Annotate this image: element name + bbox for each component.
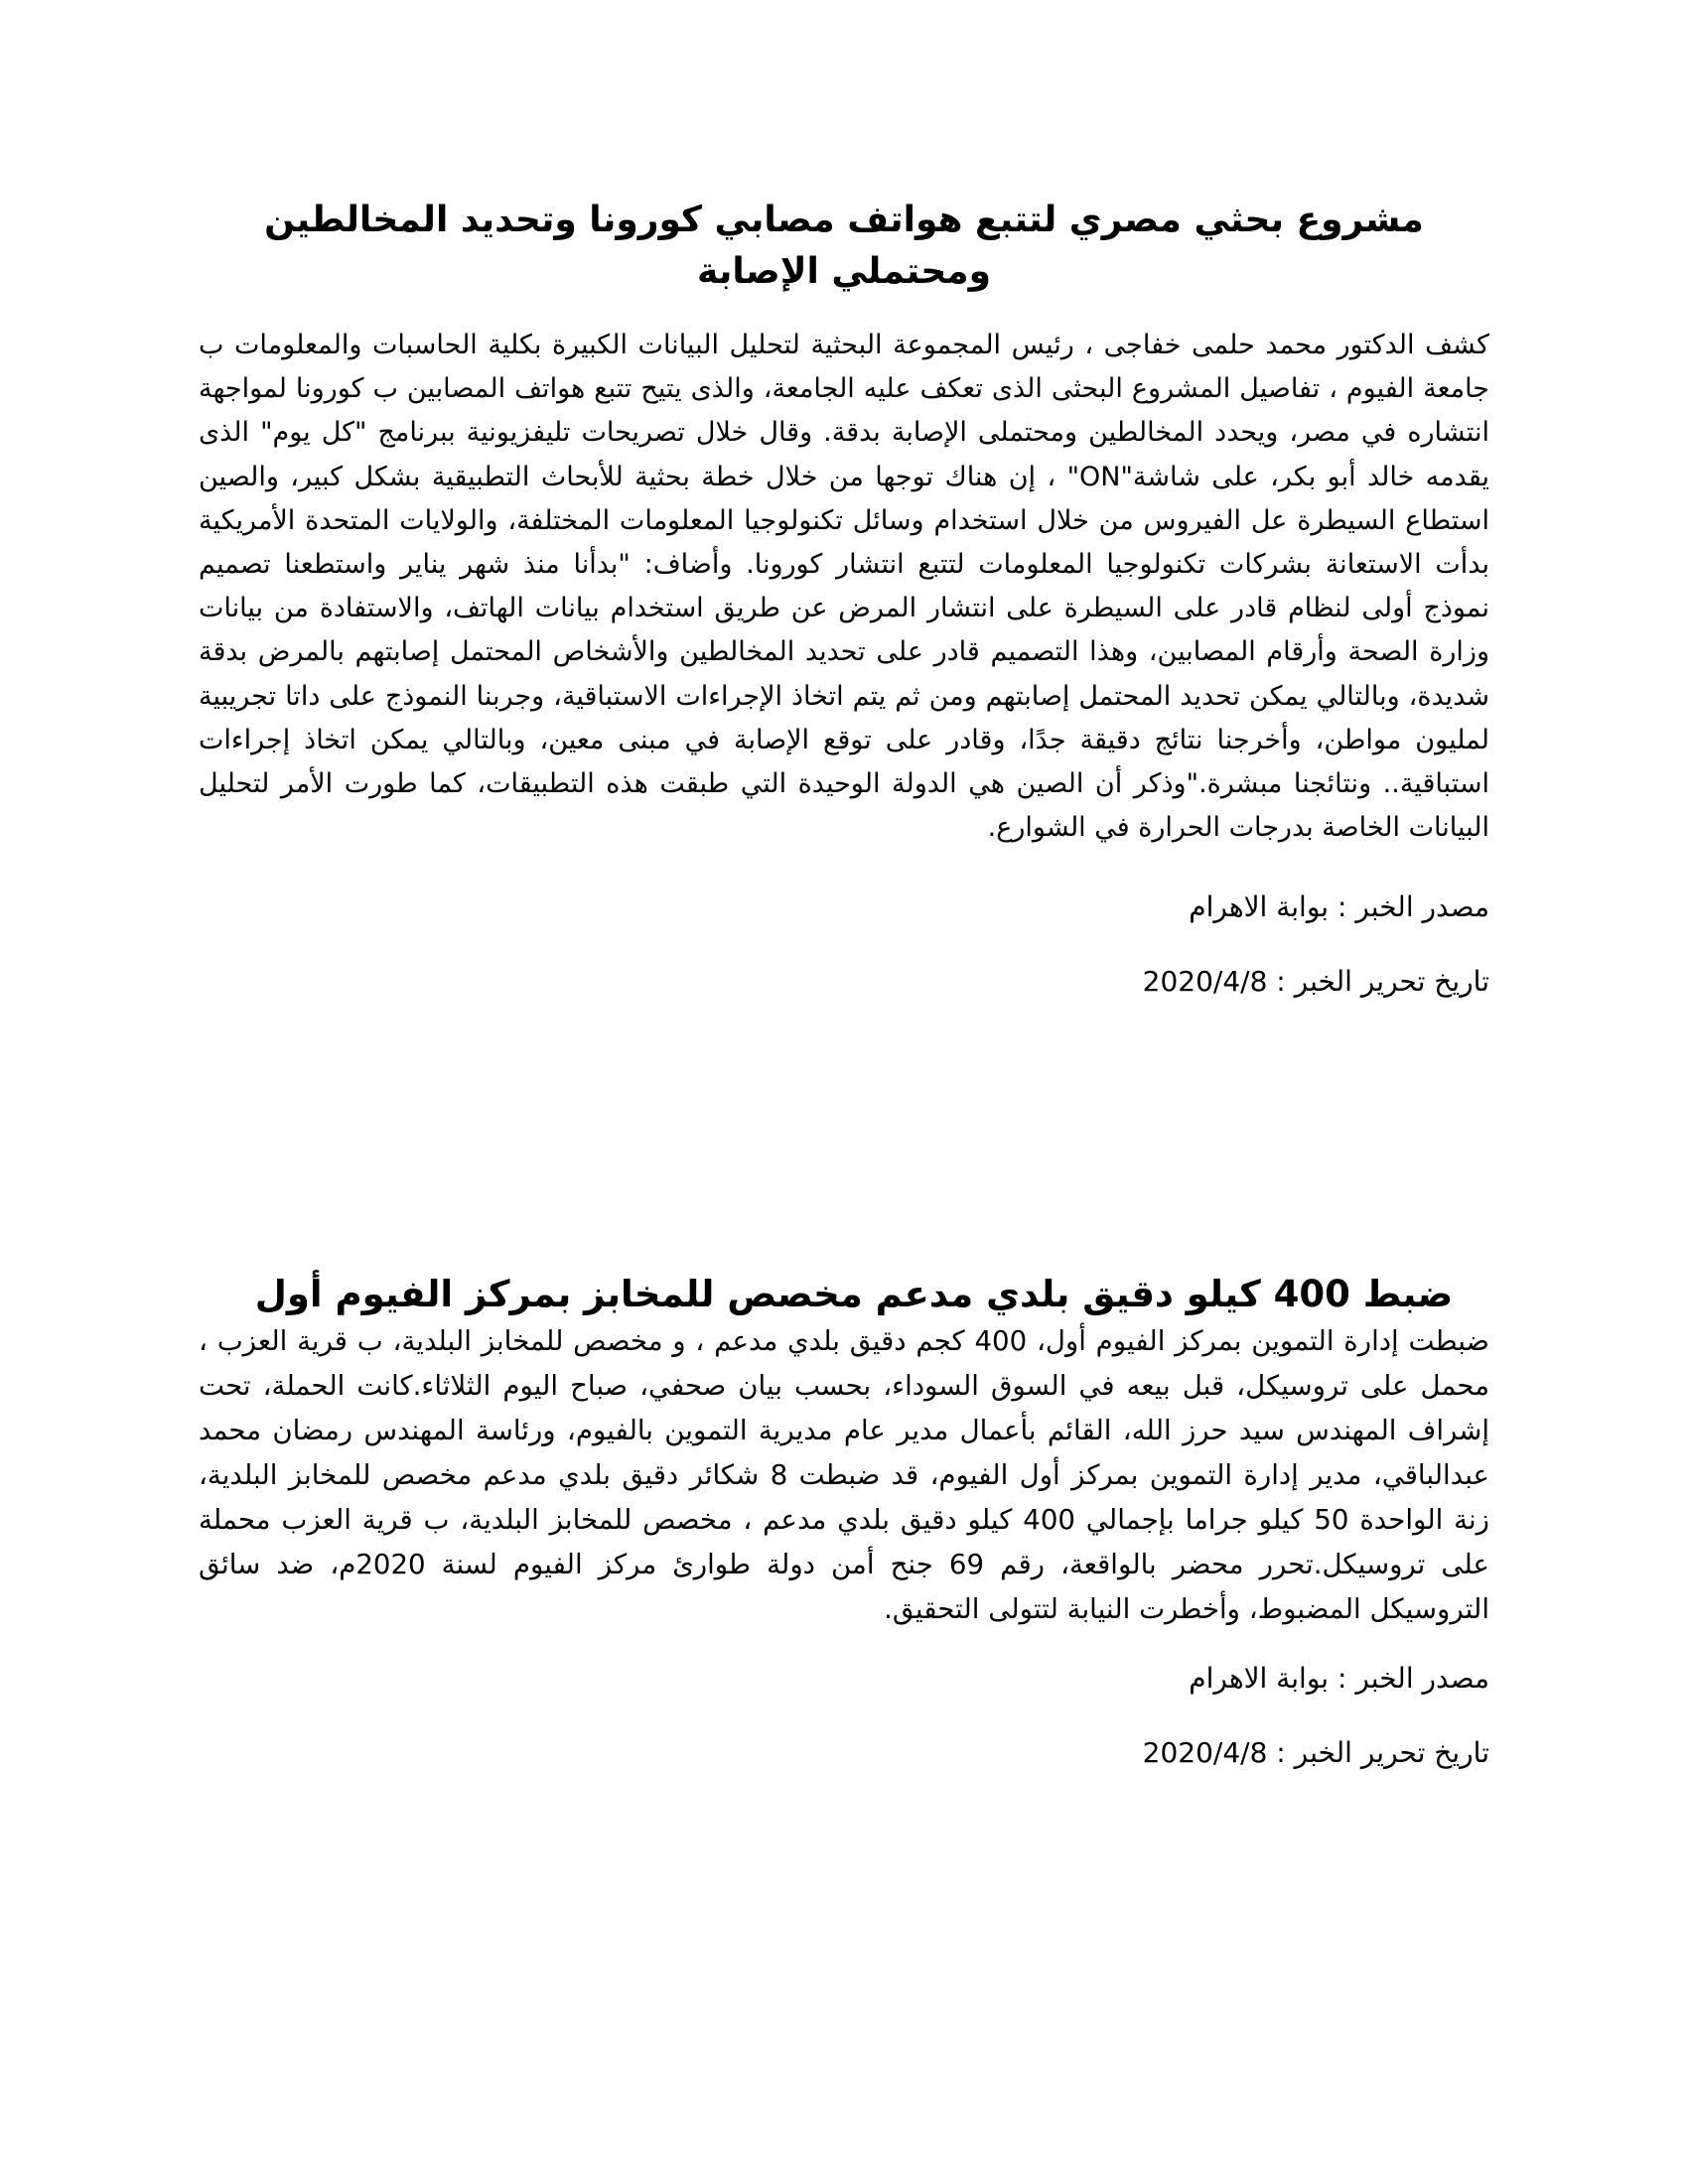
- news-date-line: [199, 1733, 1489, 1773]
- news-source-line: [199, 1659, 1489, 1699]
- news-source-label: مصدر الخبر :: [1329, 1662, 1489, 1695]
- article-corona-tracking: [199, 195, 1489, 1002]
- news-source-value: بوابة الاهرام: [1189, 890, 1330, 924]
- article-title: ضبط 400 كيلو دقيق بلدي مدعم مخصص للمخابز بمركز الفيوم أول: [254, 1273, 1454, 1315]
- news-date-line: [199, 962, 1489, 1002]
- article-body: كشف الدكتور محمد حلمى خفاجى ، رئيس المجموعة البحثية لتحليل البيانات الكبيرة بكلية الحاسبات والمعلومات ب جامعة الفيوم ، تفاصيل المشروع البحثى الذى تعكف عليه الجامعة، والذى يتيح تتبع هواتف المصابين ب كورونا لمواجهة انتشاره في مصر، ويحدد المخالطين ومحتملى الإصابة بدقة. وقال خلال تصريحات تليفزيونية ببرنامج "كل يوم" الذى يقدمه خالد أبو بكر، على شاشة"ON" ، إن هناك توجها من خلال خطة بحثية للأبحاث التطبيقية بشكل كبير، والصين استطاع السيطرة عل الفيروس من خلال استخدام وسائل تكنولوجيا المعلومات المختلفة، والولايات المتحدة الأمريكية بدأت الاستعانة بشركات تكنولوجيا المعلومات لتتبع انتشار كورونا. وأضاف: "بدأنا منذ شهر يناير واستطعنا تصميم نموذج أولى لنظام قادر على السيطرة على انتشار المرض عن طريق استخدام بيانات الهاتف، والاستفادة من بيانات وزارة الصحة وأرقام المصابين، وهذا التصميم قادر على تحديد المخالطين والأشخاص المحتمل إصابتهم بالمرض بدقة شديدة، وبالتالي يمكن تحديد المحتمل إصابتهم ومن ثم يتم اتخاذ الإجراءات الاستباقية، وجربنا النموذج على داتا تجريبية لمليون مواطن، وأخرجنا نتائج دقيقة جدًا، وقادر على توقع الإصابة في مبنى معين، وبالتالي يمكن اتخاذ إجراءات استباقية.. ونتائجنا مبشرة."وذكر أن الصين هي الدولة الوحيدة التي طبقت هذه التطبيقات، كما طورت الأمر لتحليل البيانات الخاصة بدرجات الحرارة في الشوارع.: [199, 330, 1489, 844]
- news-date-label: تاريخ تحرير الخبر :: [1267, 965, 1489, 999]
- news-source-line: [199, 887, 1489, 927]
- news-source-label: مصدر الخبر :: [1329, 890, 1489, 924]
- article-title: مشروع بحثي مصري لتتبع هواتف مصابي كورونا وتحديد المخالطين ومحتملي الإصابة: [264, 200, 1424, 292]
- news-source-value: بوابة الاهرام: [1189, 1662, 1330, 1695]
- news-date-value: 2020/4/8: [1142, 965, 1268, 999]
- article-body: ضبطت إدارة التموين بمركز الفيوم أول، 400 كجم دقيق بلدي مدعم ، و مخصص للمخابز البلدية، ب قرية العزب ، محمل على تروسيكل، قبل بيعه في السوق السوداء، بحسب بيان صحفي، صباح اليوم الثلاثاء.كانت الحملة، تحت إشراف المهندس سيد حرز الله، القائم بأعمال مدير عام مديرية التموين بالفيوم، ورئاسة المهندس رمضان محمد عبدالباقي، مدير إدارة التموين بمركز أول الفيوم، قد ضبطت 8 شكائر دقيق بلدي مدعم مخصص للمخابز البلدية، زنة الواحدة 50 كيلو جراما بإجمالي 400 كيلو دقيق بلدي مدعم ، مخصص للمخابز البلدية، ب قرية العزب محملة على تروسيكل.تحرر محضر بالواقعة، رقم 69 جنح أمن دولة طوارئ مركز الفيوم لسنة 2020م، ضد سائق التروسيكل المضبوط، وأخطرت النيابة لتتولى التحقيق.: [199, 1324, 1490, 1625]
- news-date-label: تاريخ تحرير الخبر :: [1267, 1736, 1489, 1769]
- article-flour-seizure: [199, 1271, 1489, 1773]
- news-date-value: 2020/4/8: [1142, 1736, 1268, 1769]
